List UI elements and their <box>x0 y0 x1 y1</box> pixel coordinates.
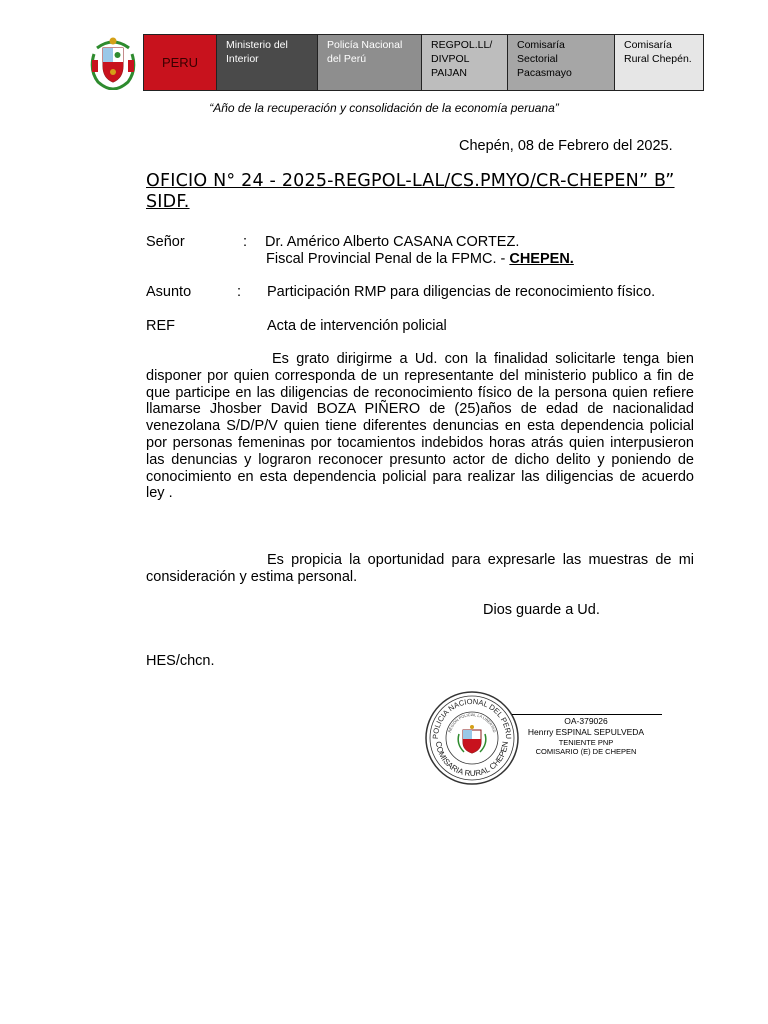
subject-text: Participación RMP para diligencias de reconocimiento físico. <box>267 284 656 300</box>
signer-code: OA-379026 <box>564 716 608 726</box>
signer-rank: TENIENTE PNP <box>558 738 614 747</box>
official-seal-stamp <box>424 690 520 786</box>
signer-name: Henrry ESPINAL SEPULVEDA <box>527 727 645 737</box>
body-paragraph-2 <box>146 552 694 586</box>
peru-coat-of-arms-logo <box>88 36 138 90</box>
recipient-title-prefix: Fiscal Provincial Penal de la FPMC. - <box>266 251 510 267</box>
body-paragraph-1 <box>146 351 694 502</box>
svg-text:REGION POLICIAL LA LIBERTAD: REGION POLICIAL LA LIBERTAD <box>447 712 497 734</box>
recipient-colon: : <box>243 234 248 250</box>
subject-colon: : <box>237 284 242 300</box>
header-cell-comisaria-sectorial: Comisaría Sectorial Pacasmayo <box>508 35 615 90</box>
header-cell-policia: Policía Nacional del Perú <box>318 35 422 90</box>
closing-line: Dios guarde a Ud. <box>483 602 600 618</box>
body-paragraph-1-text: Es grato dirigirme a Ud. con la finalidad solicitarle tenga bien disponer por quien corresponda de un representante del ministerio publico a fin de que participe en las diligencias de reconocimiento físico de la persona quien refiere llamarse Jhosber David BOZA PIÑERO de (25)años de edad de nacionalidad venezolana S/D/P/V quien tiene diferentes denuncias en esta dependencia policial por personas femeninas por tocamientos indebidos horas atrás quien interpusieron las denuncias y lograron reconocer presunto actor de dicho delito y poniendo de conocimiento en esta dependencia policial para realizar las diligencias de acuerdo ley . <box>146 351 694 502</box>
header-cell-regpol: REGPOL.LL/ DIVPOL PAIJAN <box>422 35 508 90</box>
signature-line <box>512 714 662 715</box>
date-line: Chepén, 08 de Febrero del 2025. <box>459 138 673 154</box>
year-motto: “Año de la recuperación y consolidación de la economía peruana” <box>209 101 559 115</box>
header-cell-ministerio: Ministerio del Interior <box>217 35 318 90</box>
recipient-title <box>266 251 574 268</box>
header-cell-peru: PERU <box>144 35 217 90</box>
svg-text:POLICIA NACIONAL DEL PERU: POLICIA NACIONAL DEL PERU <box>430 696 514 740</box>
header-cell-comisaria-rural: Comisaría Rural Chepén. <box>615 35 703 90</box>
oficio-number-title: OFICIO N° 24 - 2025-REGPOL-LAL/CS.PMYO/CR-CHEPEN” B” SIDF. <box>146 171 675 212</box>
reference-text: Acta de intervención policial <box>267 318 447 334</box>
signer-role: COMISARIO (E) DE CHEPEN <box>535 747 637 756</box>
reference-label: REF <box>146 318 175 334</box>
recipient-title-city: CHEPEN. <box>509 251 574 267</box>
recipient-name: Dr. Américo Alberto CASANA CORTEZ. <box>265 234 520 250</box>
institution-header-bar <box>143 34 704 91</box>
recipient-label: Señor <box>146 234 185 250</box>
subject-label: Asunto <box>146 284 192 300</box>
body-paragraph-2-text: Es propicia la oportunidad para expresarle las muestras de mi consideración y estima personal. <box>146 552 694 585</box>
svg-text:COMISARIA RURAL CHEPEN: COMISARIA RURAL CHEPEN <box>433 740 511 779</box>
initials: HES/chcn. <box>146 653 215 669</box>
